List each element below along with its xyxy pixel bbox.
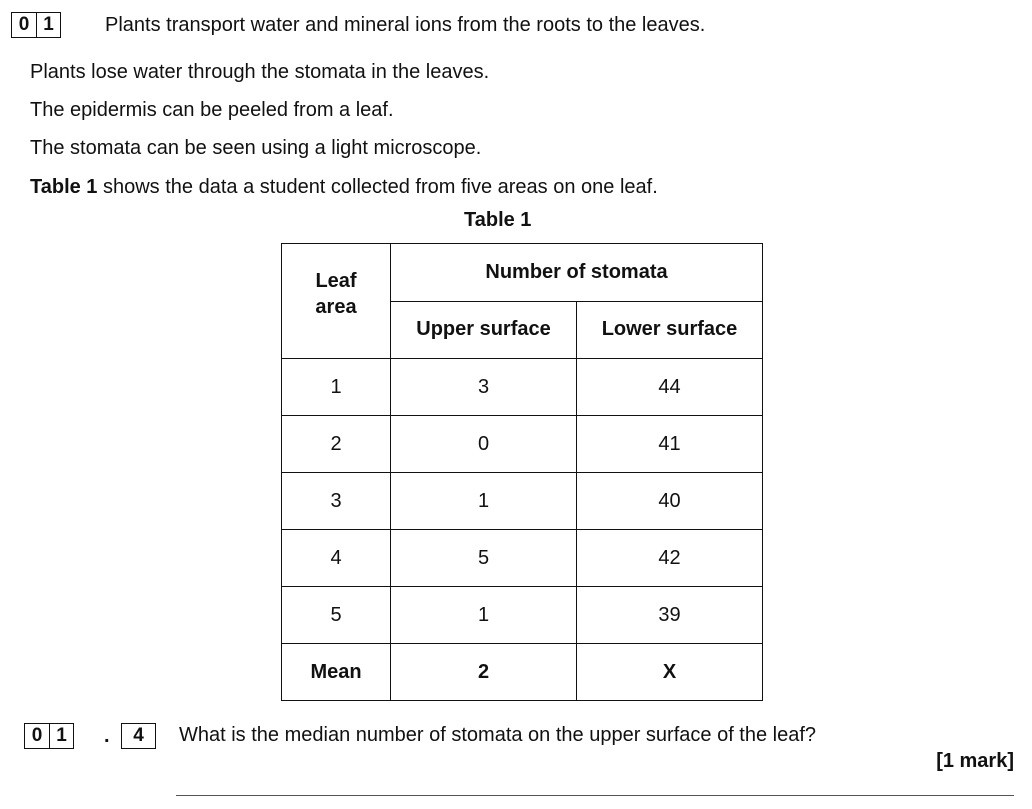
subquestion-digit: 1	[49, 724, 73, 748]
cell-upper: 3	[391, 359, 577, 416]
cell-area: 2	[282, 416, 391, 473]
subquestion-part-box	[121, 723, 156, 749]
paragraph: The stomata can be seen using a light microscope.	[30, 137, 482, 159]
subquestion-separator: .	[104, 725, 110, 747]
table-row	[282, 473, 763, 530]
cell-upper: 5	[391, 530, 577, 587]
paragraph: Plants lose water through the stomata in the leaves.	[30, 61, 490, 83]
table-row	[282, 530, 763, 587]
header-number-of-stomata: Number of stomata	[391, 244, 763, 302]
question-number-box	[11, 12, 61, 38]
subquestion-part-digit: 4	[133, 725, 144, 746]
subquestion-text: What is the median number of stomata on the upper surface of the leaf?	[179, 724, 817, 746]
answer-line[interactable]	[176, 795, 1014, 796]
question-digit: 1	[36, 13, 60, 37]
header-lower-surface: Lower surface	[577, 301, 763, 359]
header-upper-surface: Upper surface	[391, 301, 577, 359]
cell-upper: 1	[391, 473, 577, 530]
paragraph: The epidermis can be peeled from a leaf.	[30, 99, 394, 121]
cell-area: 1	[282, 359, 391, 416]
cell-lower: 41	[577, 416, 763, 473]
cell-lower: 42	[577, 530, 763, 587]
cell-mean-lower: X	[577, 644, 763, 701]
question-digit: 0	[18, 14, 30, 35]
cell-area: 5	[282, 587, 391, 644]
cell-upper: 0	[391, 416, 577, 473]
stomata-table	[281, 243, 763, 701]
table-row	[282, 359, 763, 416]
table-row	[282, 416, 763, 473]
cell-upper: 1	[391, 587, 577, 644]
cell-lower: 44	[577, 359, 763, 416]
cell-lower: 40	[577, 473, 763, 530]
cell-area: 3	[282, 473, 391, 530]
table-reference: Table 1	[30, 176, 98, 198]
question-intro: Plants transport water and mineral ions from the roots to the leaves.	[105, 14, 706, 36]
table-caption: Table 1	[464, 209, 532, 231]
cell-area: 4	[282, 530, 391, 587]
cell-mean-label: Mean	[282, 644, 391, 701]
subquestion-digit: 0	[31, 725, 43, 746]
table-row	[282, 587, 763, 644]
table-mean-row	[282, 644, 763, 701]
table-header-row	[282, 244, 763, 302]
table-intro-text: shows the data a student collected from five areas on one leaf.	[97, 176, 658, 198]
subquestion-number-box	[24, 723, 74, 749]
cell-lower: 39	[577, 587, 763, 644]
table-intro	[30, 176, 658, 199]
marks-label: [1 mark]	[936, 750, 1014, 772]
header-leaf-area	[282, 244, 391, 359]
header-leaf-area-label: Leaf area	[315, 270, 357, 318]
cell-mean-upper: 2	[391, 644, 577, 701]
